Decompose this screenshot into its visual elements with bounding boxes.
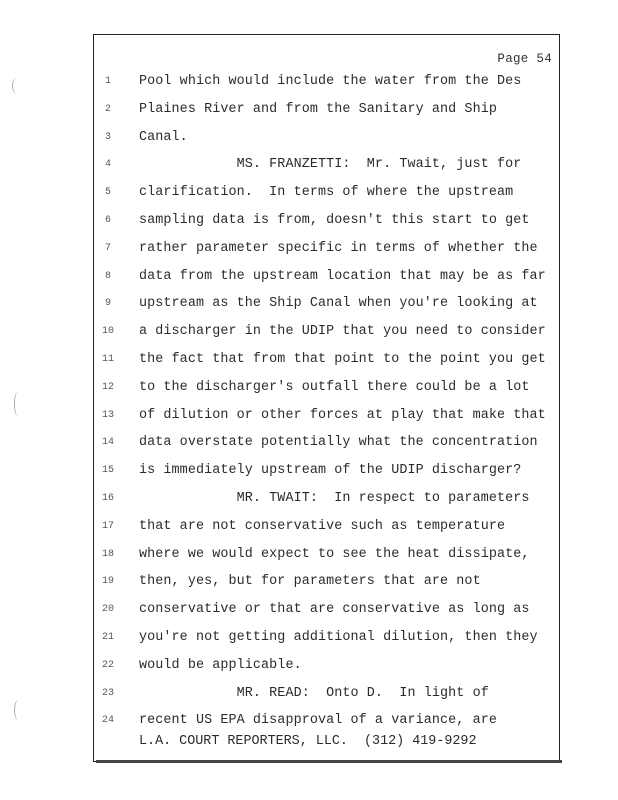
transcript-line (0, 74, 618, 94)
line-text: that are not conservative such as temperature (139, 518, 506, 534)
transcript-line (0, 296, 618, 316)
line-text: then, yes, but for parameters that are not (139, 574, 481, 590)
line-text: of dilution or other forces at play that make that (139, 407, 546, 423)
transcript-line (0, 686, 618, 706)
line-number: 19 (101, 576, 114, 588)
line-number: 18 (101, 548, 114, 560)
transcript-line (0, 463, 618, 483)
line-text: Pool which would include the water from the Des (139, 74, 522, 89)
line-text: where we would expect to see the heat dissipate, (139, 546, 530, 562)
line-number: 9 (104, 298, 111, 310)
transcript-line (0, 574, 618, 594)
line-number: 2 (104, 103, 111, 115)
page-number: Page 54 (497, 52, 552, 66)
line-number: 16 (101, 493, 114, 504)
line-number: 24 (101, 715, 114, 727)
line-number: 12 (101, 381, 114, 393)
line-text: MS. FRANZETTI: Mr. Twait, just for (139, 157, 522, 173)
transcript-line (0, 519, 618, 539)
line-text: data from the upstream location that may be as far (139, 268, 546, 284)
transcript-line (0, 547, 618, 567)
line-text: to the discharger's outfall there could be a lot (139, 379, 530, 395)
transcript-line (0, 130, 618, 150)
line-number: 17 (101, 520, 114, 532)
line-text: Canal. (139, 129, 188, 145)
line-number: 10 (101, 326, 114, 338)
transcript-line (0, 491, 618, 511)
transcript-line (0, 435, 618, 455)
transcript-line (0, 713, 618, 733)
line-number: 15 (101, 465, 114, 477)
line-number: 6 (104, 215, 111, 226)
line-number: 8 (104, 270, 111, 282)
line-text: is immediately upstream of the UDIP discharger? (139, 463, 522, 479)
line-number: 14 (101, 437, 114, 449)
line-number: 1 (104, 76, 111, 87)
transcript-line (0, 602, 618, 622)
line-text: you're not getting additional dilution, then they (139, 630, 538, 645)
line-text: the fact that from that point to the point you get (139, 352, 546, 367)
line-number: 23 (101, 687, 114, 699)
transcript-line (0, 185, 618, 205)
page-frame-shadow (96, 760, 562, 763)
transcript-line (0, 324, 618, 344)
line-text: Plaines River and from the Sanitary and Ship (139, 101, 497, 117)
transcript-line (0, 213, 618, 233)
transcript-line (0, 408, 618, 428)
line-number: 11 (101, 354, 114, 365)
line-text: recent US EPA disapproval of a variance, are (139, 713, 497, 729)
transcript-line (0, 380, 618, 400)
line-text: upstream as the Ship Canal when you're looking at (139, 296, 538, 312)
transcript-line (0, 269, 618, 289)
line-text: MR. TWAIT: In respect to parameters (139, 491, 530, 506)
line-number: 3 (104, 131, 111, 143)
line-number: 22 (101, 659, 114, 671)
line-number: 7 (104, 242, 111, 254)
line-text: conservative or that are conservative as long as (139, 602, 530, 618)
transcript-line (0, 630, 618, 650)
line-text: would be applicable. (139, 657, 302, 673)
line-number: 4 (104, 159, 111, 171)
transcript-line (0, 658, 618, 678)
line-number: 13 (101, 409, 114, 421)
line-text: data overstate potentially what the concentration (139, 435, 538, 451)
line-number: 5 (104, 187, 111, 199)
line-text: a discharger in the UDIP that you need to consider (139, 324, 546, 340)
line-text: sampling data is from, doesn't this start to get (139, 213, 530, 228)
transcript-line (0, 102, 618, 122)
transcript-line (0, 157, 618, 177)
court-reporter-footer: L.A. COURT REPORTERS, LLC. (312) 419-9292 (139, 734, 477, 749)
transcript-line (0, 241, 618, 261)
transcript-line (0, 352, 618, 372)
line-number: 20 (101, 604, 114, 616)
line-text: clarification. In terms of where the upstream (139, 185, 514, 201)
line-text: MR. READ: Onto D. In light of (139, 685, 489, 701)
line-number: 21 (101, 632, 114, 643)
line-text: rather parameter specific in terms of whether the (139, 240, 538, 256)
